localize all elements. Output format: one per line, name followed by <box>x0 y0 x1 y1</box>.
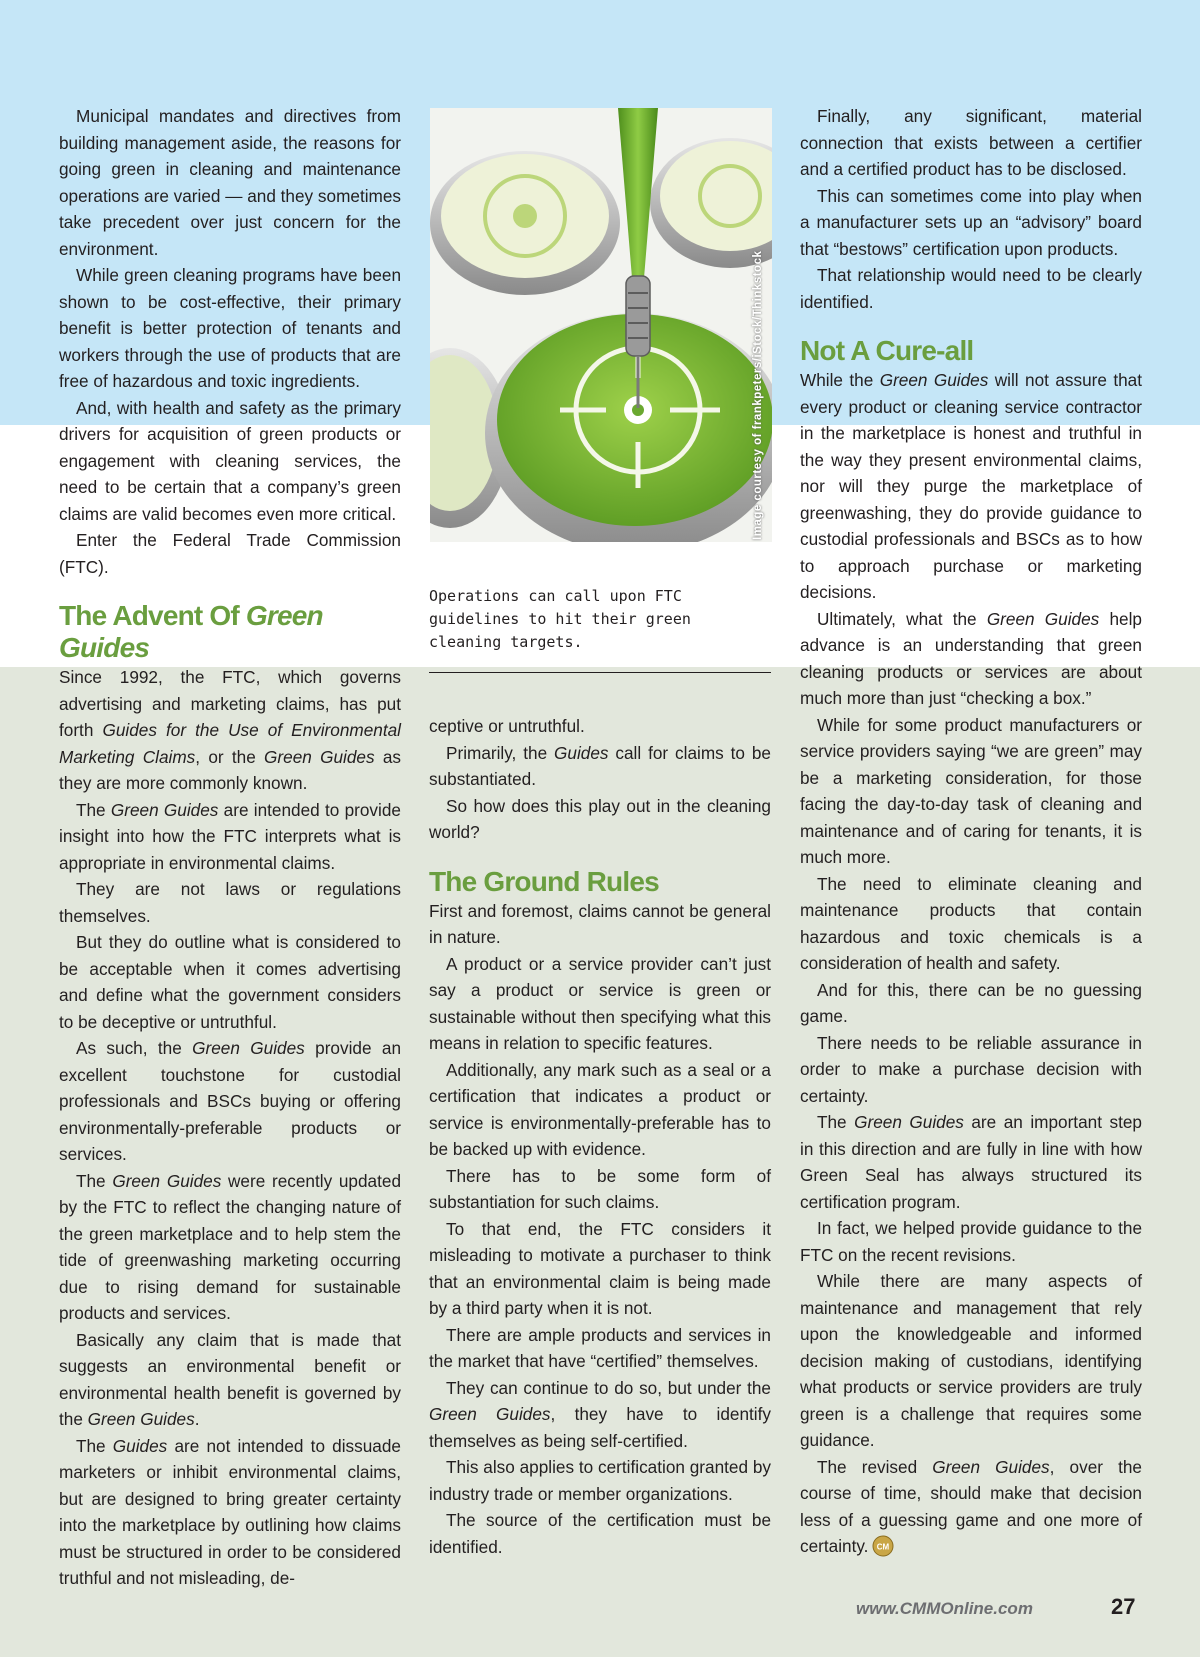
paragraph: Enter the Federal Trade Commission (FTC). <box>59 530 401 577</box>
paragraph: First and foremost, claims cannot be general in nature. <box>429 900 771 947</box>
end-of-article-icon <box>872 1535 894 1557</box>
section-heading-ground-rules: The Ground Rules <box>429 865 659 897</box>
paragraph: The Green Guides are an important step in this direction and are fully in line with how Green Seal has always structured its certification program. <box>800 1112 1142 1212</box>
paragraph: A product or a service provider can’t just say a product or service is green or sustainable without then specifying what this means in relation to specific features. <box>429 953 771 1053</box>
paragraph: ceptive or untruthful. <box>429 716 585 736</box>
paragraph: This can sometimes come into play when a manufacturer sets up an “advisory” board that “bestows” certification upon products. <box>800 185 1142 259</box>
paragraph: The Green Guides are intended to provide insight into how the FTC interprets what is appropriate in environmental claims. <box>59 799 401 873</box>
paragraph: As such, the Green Guides provide an excellent touchstone for custodial professionals and BSCs buying or offering environmentally-preferable products or services. <box>59 1038 401 1164</box>
photo-credit: Image courtesy of frankpeters/iStock/Thinkstock <box>752 250 764 540</box>
article-column-1 <box>59 103 401 1592</box>
page-number: 27 <box>1111 1594 1136 1619</box>
section-heading-cure-all: Not A Cure-all <box>800 335 974 366</box>
paragraph: The Guides are not intended to dissuade marketers or inhibit environmental claims, but are designed to bring greater certainty into the marketplace by outlining how claims must be structured in order to be considered truthful and not misleading, de- <box>59 1435 401 1588</box>
paragraph: In fact, we helped provide guidance to the FTC on the recent revisions. <box>800 1218 1142 1265</box>
paragraph: They can continue to do so, but under the Green Guides, they have to identify themselves as being self-certified. <box>429 1377 771 1451</box>
paragraph: While the Green Guides will not assure that every product or cleaning service contractor in the marketplace is honest and truthful in the way they present environmental claims, nor will they purge the marketplace of greenwashing, they do provide guidance to custodial professionals and BSCs as to how to approach purchase or marketing decisions. <box>800 370 1142 602</box>
end-mark-text: CM <box>877 1542 890 1552</box>
paragraph: The need to eliminate cleaning and maintenance products that contain hazardous and toxic chemicals is a consideration of health and safety. <box>800 873 1142 973</box>
paragraph: Since 1992, the FTC, which governs advertising and marketing claims, has put forth Guides for the Use of Environmental Marketing Claims, or the Green Guides as they are more commonly known. <box>59 667 401 793</box>
section-heading-advent: The Advent Of Green Guides <box>59 600 323 663</box>
article-column-2 <box>429 713 771 1560</box>
paragraph: Additionally, any mark such as a seal or a certification that indicates a product or service is environmentally-preferable has to be backed up with evidence. <box>429 1059 771 1159</box>
paragraph: Basically any claim that is made that suggests an environmental benefit or environmental health benefit is governed by the Green Guides. <box>59 1329 401 1429</box>
paragraph: While for some product manufacturers or service providers saying “we are green” may be a marketing consideration, for those facing the day-to-day task of cleaning and maintenance and of caring for tenants, it is much more. <box>800 714 1142 867</box>
paragraph: But they do outline what is considered to be acceptable when it comes advertising and define what the government considers to be deceptive or untruthful. <box>59 932 401 1032</box>
paragraph: And for this, there can be no guessing game. <box>800 979 1142 1026</box>
paragraph: The source of the certification must be identified. <box>429 1510 771 1557</box>
caption-divider <box>429 672 771 673</box>
paragraph: While there are many aspects of maintenance and management that rely upon the knowledgeable and informed decision making of custodians, identifying what products or service providers are truly green is a challenge that requires some guidance. <box>800 1271 1142 1450</box>
article-column-3 <box>800 103 1142 1560</box>
paragraph: This also applies to certification granted by industry trade or member organizations. <box>429 1457 771 1504</box>
photo-caption: Operations can call upon FTC guidelines to hit their green cleaning targets. <box>429 587 691 651</box>
dart-target-illustration <box>430 108 772 542</box>
paragraph: Finally, any significant, material connection that exists between a certifier and a certified product has to be disclosed. <box>800 106 1142 179</box>
paragraph: While green cleaning programs have been shown to be cost-effective, their primary benefit is better protection of tenants and workers through the use of products that are free of hazardous and toxic ingredients. <box>59 265 401 391</box>
paragraph: There needs to be reliable assurance in order to make a purchase decision with certainty. <box>800 1032 1142 1106</box>
footer-website: www.CMMOnline.com <box>856 1599 1033 1618</box>
paragraph: So how does this play out in the cleaning world? <box>429 795 771 842</box>
paragraph: The revised Green Guides, over the course of time, should make that decision less of a guessing game and one more of certainty. CM <box>800 1456 1142 1556</box>
paragraph: There has to be some form of substantiation for such claims. <box>429 1165 771 1212</box>
paragraph: Ultimately, what the Green Guides help advance is an understanding that green cleaning products or services are about much more than just “checking a box.” <box>800 608 1142 708</box>
paragraph: And, with health and safety as the primary drivers for acquisition of green products or engagement with cleaning services, the need to be certain that a company’s green claims are valid becomes even more critical. <box>59 397 401 524</box>
paragraph: There are ample products and services in the market that have “certified” themselves. <box>429 1324 771 1371</box>
paragraph: Municipal mandates and directives from building management aside, the reasons for going green in cleaning and maintenance operations are varied — and they sometimes take precedent over just concern for the environment. <box>59 106 402 259</box>
paragraph: The Green Guides were recently updated by the FTC to reflect the changing nature of the green marketplace and to help stem the tide of greenwashing marketing occurring due to rising demand for sustainable products and services. <box>59 1170 401 1323</box>
paragraph: That relationship would need to be clearly identified. <box>800 265 1142 312</box>
paragraph: They are not laws or regulations themselves. <box>59 879 401 926</box>
paragraph: To that end, the FTC considers it misleading to motivate a purchaser to think that an environmental claim is being made by a third party when it is not. <box>429 1218 771 1318</box>
dart-target-photo <box>430 108 772 542</box>
paragraph: Primarily, the Guides call for claims to be substantiated. <box>429 742 771 789</box>
